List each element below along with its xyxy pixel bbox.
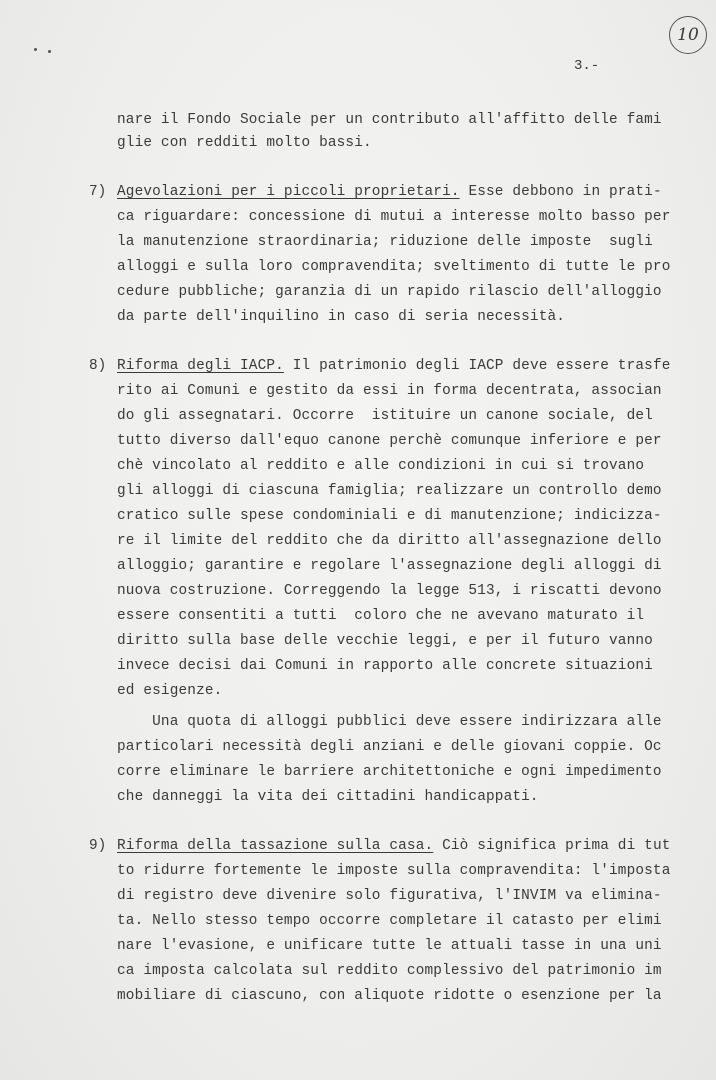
- text-line: essere consentiti a tutti coloro che ne avevano maturato il: [117, 608, 645, 624]
- text-line: rito ai Comuni e gestito da essi in forma decentrata, associan: [117, 383, 662, 399]
- section-heading-line: [117, 356, 671, 376]
- text-line: to ridurre fortemente le imposte sulla compravendita: l'imposta: [117, 863, 671, 879]
- text-line: glie con redditi molto bassi.: [117, 135, 372, 151]
- text-line: particolari necessità degli anziani e delle giovani coppie. Oc: [117, 739, 662, 755]
- text-line: alloggio; garantire e regolare l'assegnazione degli alloggi di: [117, 558, 662, 574]
- text-line: gli alloggi di ciascuna famiglia; realizzare un controllo demo: [117, 483, 662, 499]
- section-number: 9): [89, 838, 107, 854]
- section-number: 8): [89, 358, 107, 374]
- stamp-number: 10: [677, 25, 699, 45]
- section-heading-line: [117, 182, 662, 202]
- text-line: ed esigenze.: [117, 683, 223, 699]
- text-line: mobiliare di ciascuno, con aliquote ridotte o esenzione per la: [117, 988, 662, 1004]
- text-line: cedure pubbliche; garanzia di un rapido rilascio dell'alloggio: [117, 284, 662, 300]
- text-line: da parte dell'inquilino in caso di seria necessità.: [117, 309, 566, 325]
- text-line: tutto diverso dall'equo canone perchè comunque inferiore e per: [117, 433, 662, 449]
- text-line: re il limite del reddito che da diritto all'assegnazione dello: [117, 533, 662, 549]
- text-line: ca imposta calcolata sul reddito complessivo del patrimonio im: [117, 963, 662, 979]
- text-line: Una quota di alloggi pubblici deve essere indirizzara alle: [117, 714, 662, 730]
- page-number: 3.-: [574, 58, 600, 74]
- text-line: alloggi e sulla loro compravendita; sveltimento di tutte le pro: [117, 259, 671, 275]
- text-line: chè vincolato al reddito e alle condizioni in cui si trovano: [117, 458, 645, 474]
- text-line: diritto sulla base delle vecchie leggi, e per il futuro vanno: [117, 633, 653, 649]
- text-line: che danneggi la vita dei cittadini handicappati.: [117, 789, 539, 805]
- text-line: cratico sulle spese condominiali e di manutenzione; indicizza-: [117, 508, 662, 524]
- text-line: nuova costruzione. Correggendo la legge 513, i riscatti devono: [117, 583, 662, 599]
- text-line: di registro deve divenire solo figurativa, l'INVIM va elimina-: [117, 888, 662, 904]
- text-fragment: Esse debbono in prati-: [459, 184, 662, 200]
- text-line: nare l'evasione, e unificare tutte le attuali tasse in una uni: [117, 938, 662, 954]
- text-line: la manutenzione straordinaria; riduzione delle imposte sugli: [117, 234, 653, 250]
- margin-dot: [48, 50, 51, 53]
- section-title: Riforma della tassazione sulla casa.: [117, 838, 434, 854]
- text-fragment: Il patrimonio degli IACP deve essere trasfe: [283, 358, 671, 374]
- text-line: ca riguardare: concessione di mutui a interesse molto basso per: [117, 209, 671, 225]
- text-line: invece decisi dai Comuni in rapporto alle concrete situazioni: [117, 658, 653, 674]
- section-title: Agevolazioni per i piccoli proprietari.: [117, 184, 460, 200]
- margin-dot: [34, 48, 37, 51]
- section-heading-line: [117, 836, 671, 856]
- text-fragment: Ciò significa prima di tut: [433, 838, 671, 854]
- text-line: corre eliminare le barriere architettoniche e ogni impedimento: [117, 764, 662, 780]
- page-stamp: [669, 16, 707, 54]
- text-line: nare il Fondo Sociale per un contributo all'affitto delle fami: [117, 112, 662, 128]
- text-line: ta. Nello stesso tempo occorre completare il catasto per elimi: [117, 913, 662, 929]
- text-line: do gli assegnatari. Occorre istituire un canone sociale, del: [117, 408, 653, 424]
- section-title: Riforma degli IACP.: [117, 358, 284, 374]
- section-number: 7): [89, 184, 107, 200]
